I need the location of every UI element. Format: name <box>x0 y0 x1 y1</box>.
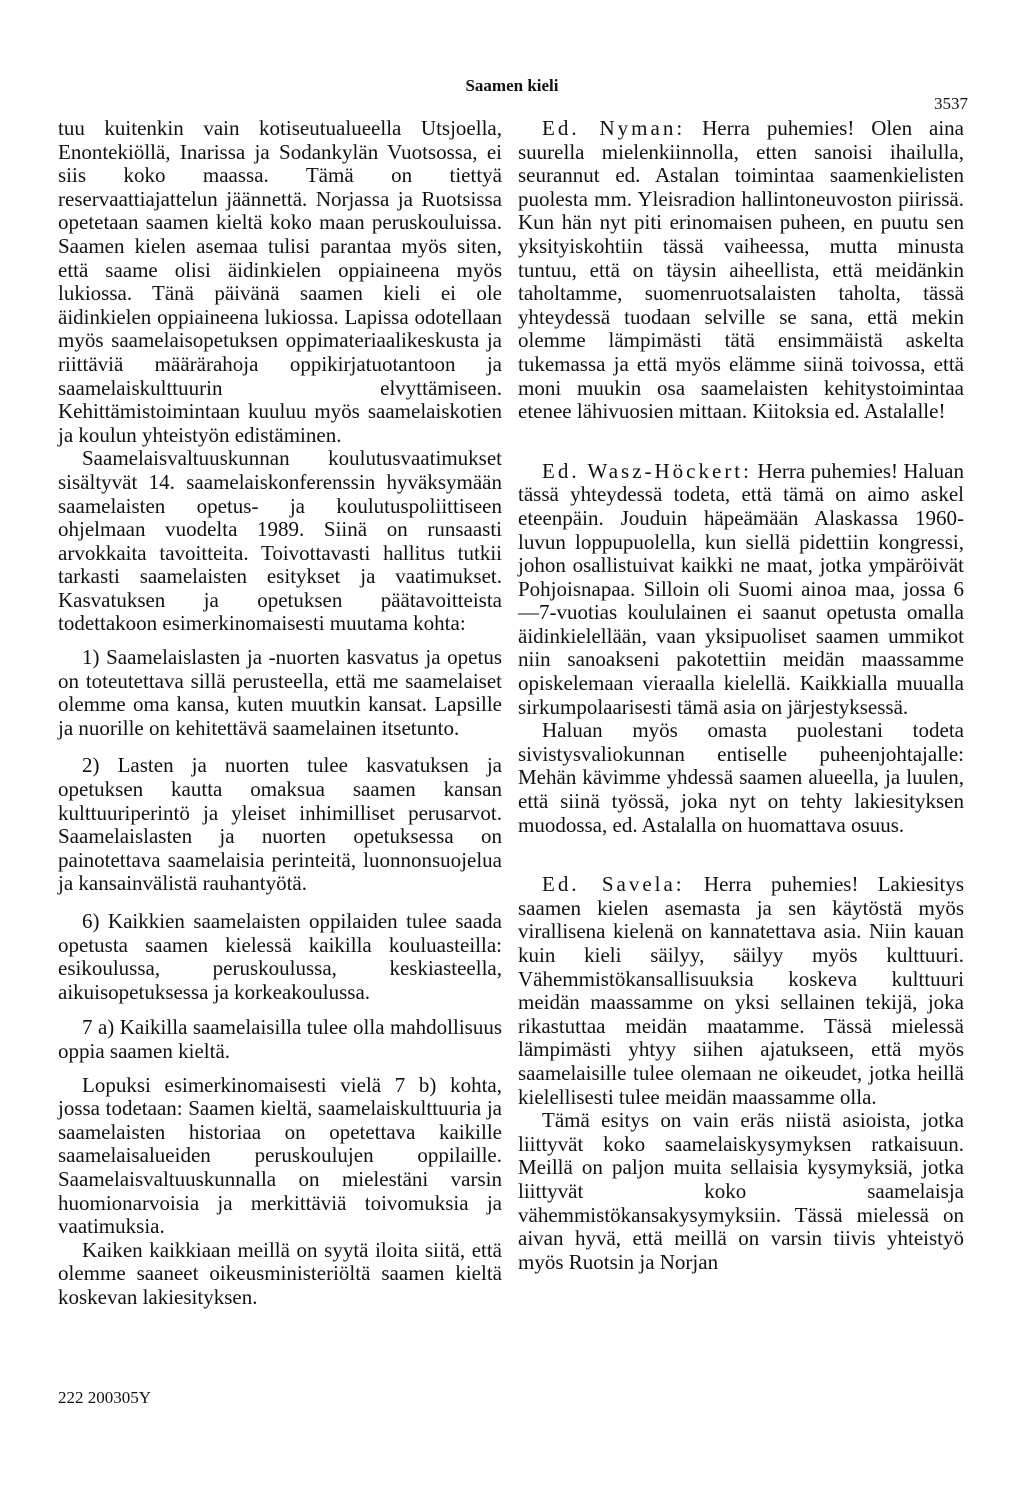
page-number: 3537 <box>934 94 968 113</box>
speaker-name: Ed. Nyman: <box>542 116 686 140</box>
list-item: 2) Lasten ja nuorten tulee kasvatuksen ja opetuksen kautta omaksua saamen kansan kulttuuriperintö ja yleiset inhimilliset perusarvot. Saamelaislasten ja nuorten opetuksessa on painotettava saamelaisia perinteitä, luonnonsuojelua ja kansainvälistä rauhantyötä. <box>58 753 502 896</box>
list-item: 6) Kaikkien saamelaisten oppilaiden tulee saada opetusta saamen kielessä kaikilla kouluasteilla: esikoulussa, peruskoulussa, keskiasteella, aikuisopetuksessa ja korkeakoulussa. <box>58 909 502 1004</box>
paragraph: Saamelaisvaltuuskunnan koulutusvaatimukset sisältyvät 14. saamelaiskonferenssin hyväksymään saamelaisten opetus- ja koulutuspoliittiseen ohjelmaan vuodelta 1989. Siinä on runsaasti arvokkaita tavoitteita. Toivottavasti hallitus tutkii tarkasti saamelaisten esitykset ja vaatimukset. Kasvatuksen ja opetuksen päätavoitteista todettakoon esimerkinomaisesti muutama kohta: <box>58 446 502 636</box>
speech-text: Herra puhemies! Olen aina suurella mielenkiinnolla, etten sanoisi ihailulla, seurannut ed. Astalan toimintaa saamenkielisten puolesta mm. Yleisradion hallintoneuvoston piirissä. Kun hän nyt piti erinomaisen puheen, en puutu sen yksityiskohtiin tässä vaiheessa, mutta minusta tuntuu, että on täysin aiheellista, että meidänkin taholtamme, suomenruotsalaisten taholta, tässä yhteydessä tuodaan selville se sana, että mekin olemme lämpimästi tätä ensimmäistä askelta tukemassa ja että myös elämme siinä toivossa, että moni muukin osa saamelaisten kehitystoimintaa etenee lähivuosien mittaan. Kiitoksia ed. Astalalle! <box>518 116 964 424</box>
speech-text: Herra puhemies! Haluan tässä yhteydessä todeta, että tämä on aimo askel eteenpäin. Jouduin häpeämään Alaskassa 1960-luvun loppupuolella, kun siellä pidettiin kongressi, johon osallistuivat kaikki ne maat, jotka ympäröivät Pohjoisnapaa. Silloin oli Suomi ainoa maa, jossa 6—7-vuotias koululainen ei saanut opetusta omalla äidinkielellään, vaan yksipuoliset saamen ummikot niin sanoakseni pakotettiin meidän maassamme opiskelemaan vieraalla kielellä. Kaikkialla muualla sirkumpolaarisesti tämä asia on järjestyksessä. <box>518 458 964 719</box>
print-code: 222 200305Y <box>58 1388 152 1407</box>
paragraph: Kaiken kaikkiaan meillä on syytä iloita siitä, että olemme saaneet oikeusministeriöltä saamen kieltä koskevan lakiesityksen. <box>58 1237 502 1309</box>
running-header: Saamen kieli <box>465 76 559 95</box>
right-column <box>518 117 964 1274</box>
speaker-name: Ed. Savela: <box>542 872 685 897</box>
list-item: 7 a) Kaikilla saamelaisilla tulee olla mahdollisuus oppia saamen kieltä. <box>58 1015 502 1063</box>
left-column <box>58 117 502 1310</box>
paragraph: Tämä esitys on vain eräs niistä asioista, jotka liittyvät koko saamelaiskysymyksen ratkaisuun. Meillä on paljon muita sellaisia kysymyksiä, jotka liittyvät koko saamelaisja vähemmistökansakysymyksiin. Tässä mielessä on aivan hyvä, että meillä on varsin tiivis yhteistyö myös Ruotsin ja Norjan <box>518 1108 964 1274</box>
speech-savela <box>518 873 964 1109</box>
list-item: 1) Saamelaislasten ja -nuorten kasvatus ja opetus on toteutettava sillä perusteella, että me saamelaiset olemme oma kansa, kuten muutkin kansat. Lapsille ja nuorille on kehitettävä saamelainen itsetunto. <box>58 645 502 740</box>
speech-nyman <box>518 117 964 424</box>
paragraph: tuu kuitenkin vain kotiseutualueella Utsjoella, Enontekiöllä, Inarissa ja Sodankylän Vuotsossa, ei siis koko maassa. Tämä on tiettyä reservaattiajattelun jäännettä. Norjassa ja Ruotsissa opetetaan saamen kieltä koko maan peruskouluissa. Saamen kielen asemaa tulisi parantaa myös siten, että saame olisi äidinkielen oppiaineena myös lukiossa. Tänä päivänä saamen kieli ei ole äidinkielen oppiaineena lukiossa. Lapissa odotellaan myös saamelaisopetuksen oppimateriaalikeskusta ja riittäviä määrärahoja oppikirjatuotantoon ja saamelaiskulttuurin elvyttämiseen. Kehittämistoimintaan kuuluu myös saamelaiskotien ja koulun yhteistyön edistäminen. <box>58 116 502 447</box>
paragraph: Lopuksi esimerkinomaisesti vielä 7 b) kohta, jossa todetaan: Saamen kieltä, saamelaiskulttuuria ja saamelaisten historiaa on opetettava kaikille saamelaisalueiden peruskoulujen oppilaille. Saamelaisvaltuuskunnalla on mielestäni varsin huomionarvoisia ja merkittäviä toivomuksia ja vaatimuksia. <box>58 1072 502 1239</box>
speech-wasz-hockert <box>518 460 964 720</box>
paragraph: Haluan myös omasta puolestani todeta sivistysvaliokunnan entiselle puheenjohtajalle: Mehän kävimme yhdessä saamen alueella, ja luulen, että siinä työssä, joka nyt on tehty lakiesityksen muodossa, ed. Astalalla on huomattava osuus. <box>518 718 964 837</box>
speaker-name: Ed. Wasz-Höckert: <box>542 458 752 483</box>
speech-text: Herra puhemies! Lakiesitys saamen kielen asemasta ja sen käytöstä myös virallisena kielenä on kannatettava asia. Niin kauan kuin kieli säilyy, säilyy myös kulttuuri. Vähemmistökansallisuuksia koskeva kulttuuri meidän maassamme on yksi sellainen tekijä, joka rikastuttaa meidän maatamme. Tässä mielessä lämpimästi yhtyy siihen ajatukseen, että myös saamelaisille tulee olemaan ne oikeudet, jotka heillä kielellisesti tulee meidän maassamme olla. <box>518 872 965 1109</box>
